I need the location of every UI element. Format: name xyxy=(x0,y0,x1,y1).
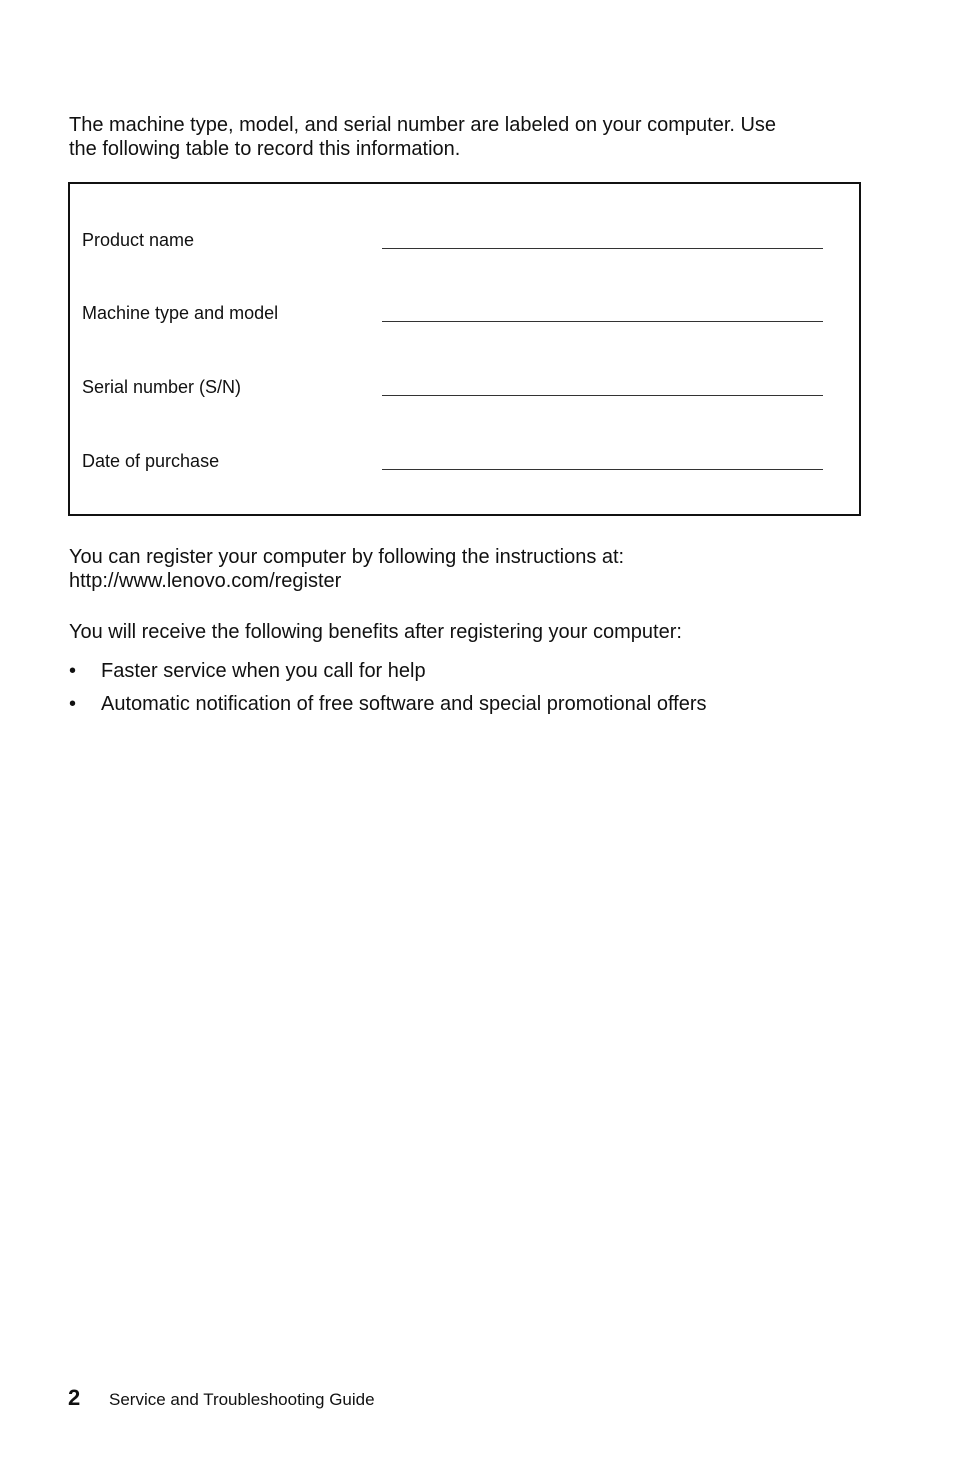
field-label: Serial number (S/N) xyxy=(82,377,242,397)
intro-line-2: the following table to record this information. xyxy=(69,138,461,160)
bullet-icon: • xyxy=(69,660,77,682)
page-footer xyxy=(68,1384,668,1414)
field-label: Machine type and model xyxy=(82,303,279,323)
record-table xyxy=(68,182,861,516)
bullet-icon: • xyxy=(69,693,77,715)
benefits-intro: You will receive the following benefits after registering your computer: xyxy=(69,621,682,643)
list-item xyxy=(69,659,889,692)
benefits-list xyxy=(69,659,889,725)
intro-line-1: The machine type, model, and serial number are labeled on your computer. Use xyxy=(69,114,777,136)
intro-paragraph xyxy=(69,113,869,161)
list-item-text: Faster service when you call for help xyxy=(101,660,426,682)
blank-line xyxy=(382,469,823,470)
register-paragraph xyxy=(69,545,889,593)
blank-line xyxy=(382,395,823,396)
list-item xyxy=(69,692,889,725)
page-number: 2 xyxy=(68,1385,81,1410)
blank-line xyxy=(382,248,823,249)
field-row-serial-number xyxy=(82,375,842,399)
register-link[interactable]: http://www.lenovo.com/register xyxy=(69,570,342,592)
footer-title: Service and Troubleshooting Guide xyxy=(109,1390,375,1409)
field-label: Product name xyxy=(82,230,195,250)
field-row-date-of-purchase xyxy=(82,449,842,473)
list-item-text: Automatic notification of free software and special promotional offers xyxy=(101,693,707,715)
blank-line xyxy=(382,321,823,322)
register-text: You can register your computer by following the instructions at: xyxy=(69,546,625,568)
field-row-machine-type xyxy=(82,301,842,325)
field-label: Date of purchase xyxy=(82,451,220,471)
field-row-product-name xyxy=(82,228,842,252)
